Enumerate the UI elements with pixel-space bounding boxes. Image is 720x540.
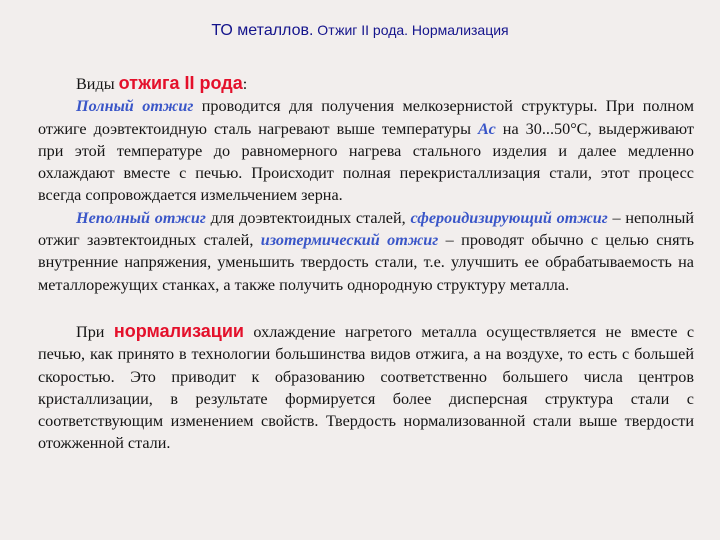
ac-symbol: Ас — [478, 119, 496, 138]
slide-body — [38, 72, 694, 455]
normalization-lead: При — [76, 322, 114, 341]
normalization-text: охлаждение нагретого металла осуществляется не вместе с печью, как принято в технологии большинства видов отжига, а на воздухе, то есть с большей скоростью. Это приводит к образованию соответственно большего числа центров кристаллизации, в результате формируется более дисперсная структура стали с соответствующим изменением свойств. Твердость нормализованной стали выше твердости отожженной стали. — [38, 322, 694, 453]
intro-line — [38, 72, 694, 95]
isothermal-term: изотермический отжиг — [260, 231, 439, 250]
title-part2: Отжиг II рода. Нормализация — [313, 22, 509, 38]
partial-anneal-paragraph — [38, 207, 694, 296]
spheroidizing-term: сфероидизирующий отжиг — [410, 208, 608, 227]
full-anneal-paragraph — [38, 95, 694, 206]
partial-anneal-text1: для доэвтектоидных сталей, — [205, 208, 411, 227]
full-anneal-term: Полный отжиг — [76, 97, 194, 116]
normalization-term: нормализации — [113, 320, 244, 341]
title-part1: ТО металлов. — [211, 22, 314, 39]
partial-anneal-text2: – неполный отжиг заэвтектоидных сталей, — [38, 208, 695, 250]
normalization-paragraph — [38, 320, 694, 455]
full-anneal-text1: проводится для получения мелкозернистой структуры. При полном отжиге доэвтектоидную сталь нагревают выше температуры — [38, 97, 695, 138]
slide-title — [0, 22, 720, 40]
intro-lead: Виды — [76, 75, 119, 93]
partial-anneal-text3: – проводят обычно с целью снять внутренние напряжения, уменьшить твердость стали, т.е. улучшить ее обрабатываемость на металлорежущих станках, а также получить однородную структуру металла. — [38, 231, 694, 294]
full-anneal-text2: на 30...50°С, выдерживают при этой температуре до равномерного нагрева стального изделия и далее медленно охлаждают вместе с печью. Происходит полная перекристаллизация стали, этот процесс всегда сопровождается измельчением зерна. — [38, 119, 694, 205]
intro-tail: : — [242, 75, 248, 93]
intro-highlight: отжига II рода — [118, 73, 243, 93]
partial-anneal-term: Неполный отжиг — [76, 208, 206, 227]
